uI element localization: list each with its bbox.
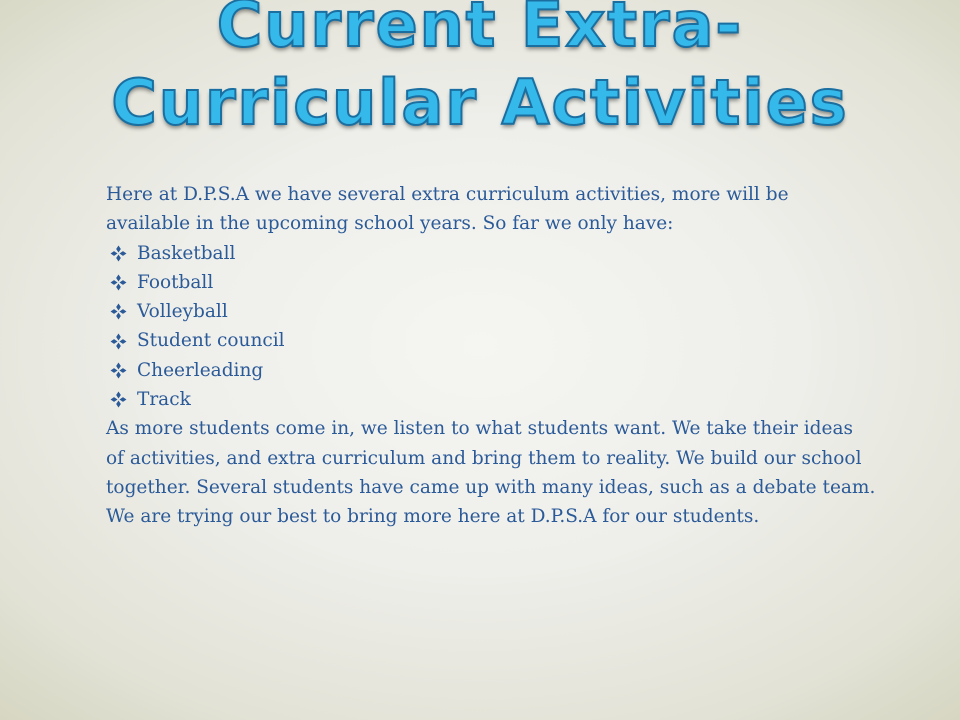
slide-title: [90, 0, 870, 142]
list-item: [106, 356, 876, 385]
list-item: [106, 268, 876, 297]
activity-label: Volleyball: [137, 301, 228, 323]
slide-body: [106, 180, 876, 532]
activity-label: Track: [137, 389, 191, 411]
four-diamond-bullet-icon: [110, 333, 127, 350]
list-item: [106, 326, 876, 355]
list-item: [106, 385, 876, 414]
title-line-1: Current Extra-: [216, 0, 744, 61]
activity-label: Student council: [137, 330, 285, 352]
four-diamond-bullet-icon: [110, 245, 127, 262]
four-diamond-bullet-icon: [110, 362, 127, 379]
activity-label: Basketball: [137, 242, 236, 264]
four-diamond-bullet-icon: [110, 274, 127, 291]
title-line-2: Curricular Activities: [111, 66, 849, 139]
closing-paragraph: As more students come in, we listen to what students want. We take their ideas of activities, and extra curriculum and bring them to reality. We build our school together. Several students have came up with many ideas, such as a debate team. We are trying our best to bring more here at D.P.S.A for our students.: [106, 418, 876, 528]
activity-list: [106, 239, 876, 415]
list-item: [106, 297, 876, 326]
four-diamond-bullet-icon: [110, 303, 127, 320]
list-item: [106, 239, 876, 268]
four-diamond-bullet-icon: [110, 391, 127, 408]
activity-label: Football: [137, 271, 214, 293]
activity-label: Cheerleading: [137, 359, 264, 381]
intro-paragraph: Here at D.P.S.A we have several extra curriculum activities, more will be available in the upcoming school years. So far we only have:: [106, 184, 789, 235]
